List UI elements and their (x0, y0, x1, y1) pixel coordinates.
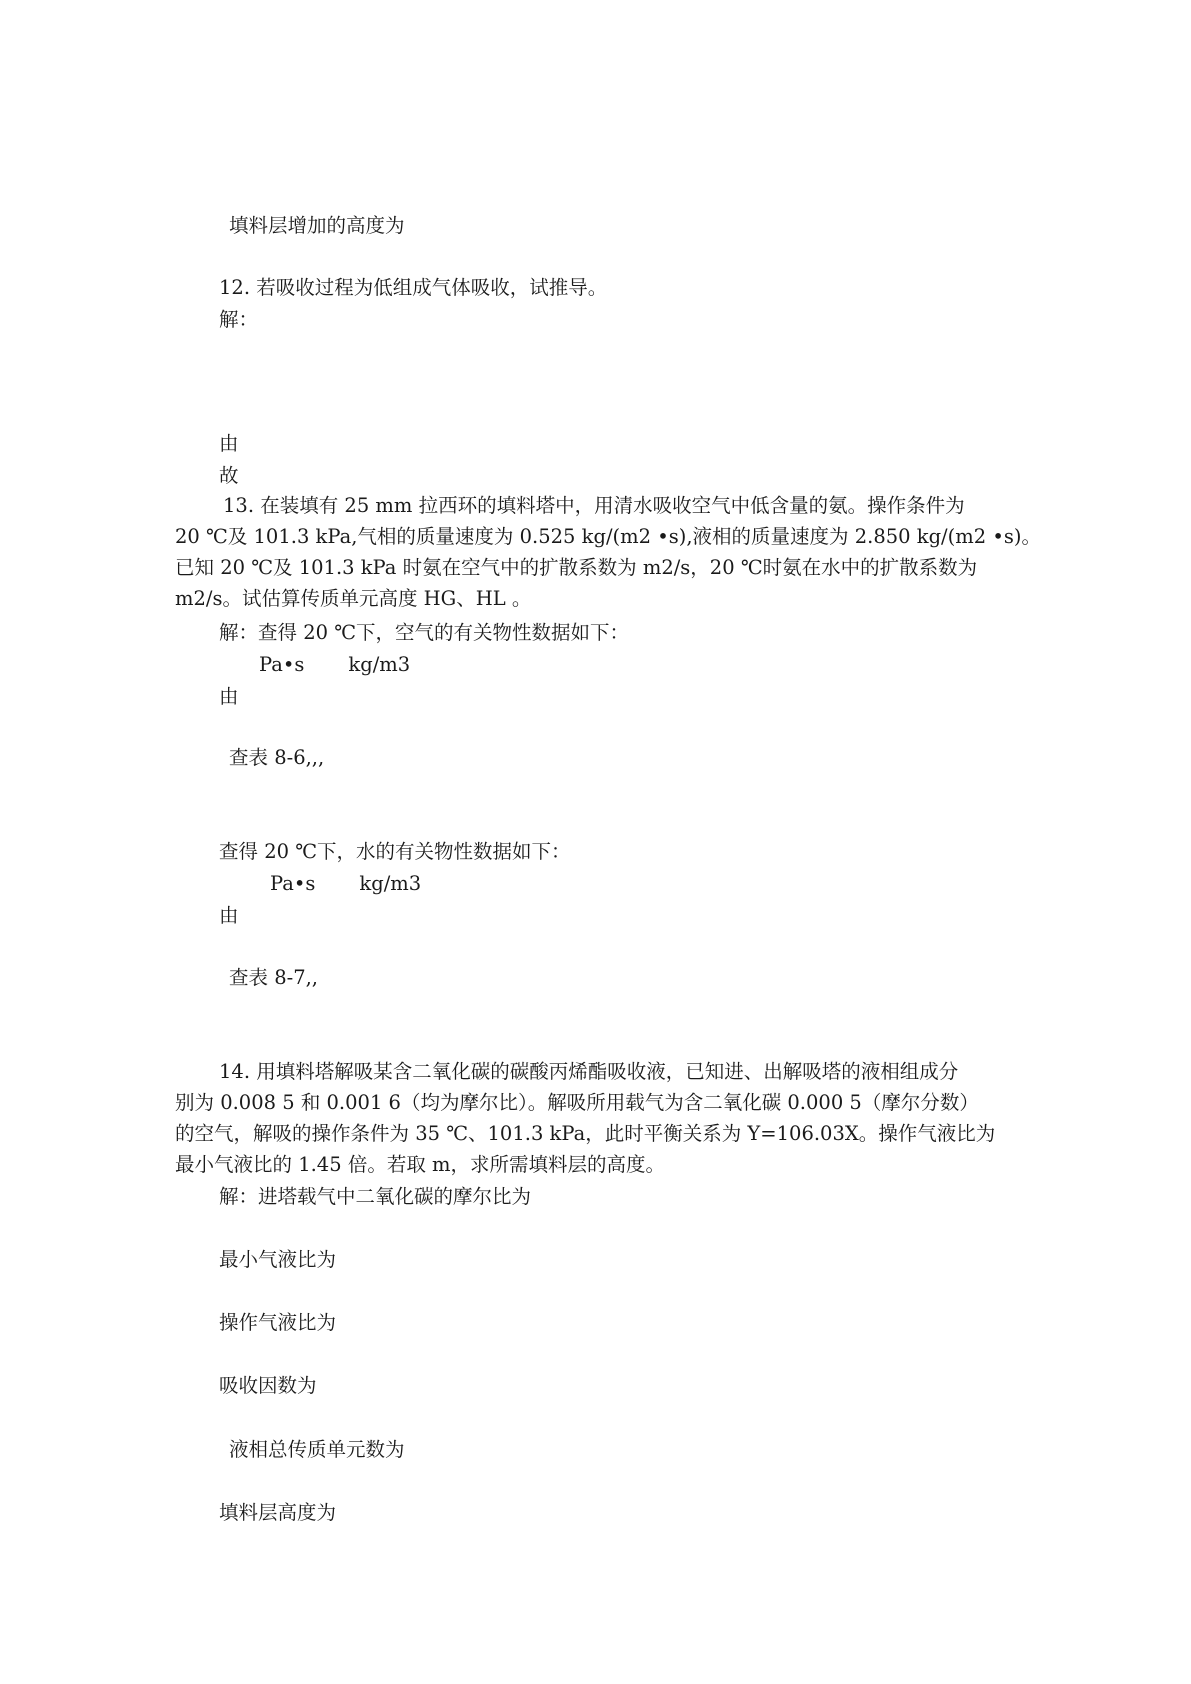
question-13-you-1: 由 (219, 685, 239, 708)
question-13-you-2: 由 (219, 904, 239, 927)
question-13-solution-air: 解：查得 20 ℃下，空气的有关物性数据如下： (219, 621, 630, 644)
question-13-units-water (270, 871, 421, 897)
question-14-min-gas-liquid-ratio: 最小气液比为 (219, 1248, 337, 1271)
question-14-line-4: 最小气液比的 1.45 倍。若取 m，求所需填料层的高度。 (175, 1153, 666, 1176)
question-14-ntu-liquid: 液相总传质单元数为 (229, 1438, 405, 1461)
text-line-packing-height-increase: 填料层增加的高度为 (229, 214, 405, 237)
question-14-packing-height: 填料层高度为 (219, 1501, 337, 1524)
question-13-table-8-6: 查表 8-6,,, (229, 746, 325, 769)
question-12-solution-label: 解： (219, 308, 259, 331)
unit-viscosity: Pa•s (259, 653, 305, 676)
question-14-line-1: 14. 用填料塔解吸某含二氧化碳的碳酸丙烯酯吸收液，已知进、出解吸塔的液相组成分 (219, 1060, 959, 1083)
unit-viscosity: Pa•s (270, 872, 316, 895)
question-13-line-4: m2/s。试估算传质单元高度 HG、HL 。 (175, 587, 532, 610)
question-14-absorption-factor: 吸收因数为 (219, 1374, 317, 1397)
question-14-operating-gas-liquid-ratio: 操作气液比为 (219, 1311, 337, 1334)
question-12-title: 12. 若吸收过程为低组成气体吸收，试推导。 (219, 276, 608, 299)
question-13-solution-water: 查得 20 ℃下，水的有关物性数据如下： (219, 840, 571, 863)
question-12-you: 由 (219, 432, 239, 455)
question-13-table-8-7: 查表 8-7,, (229, 966, 318, 989)
question-13-line-2: 20 ℃及 101.3 kPa,气相的质量速度为 0.525 kg/(m2 •s),液相的质量速度为 2.850 kg/(m2 •s)。 (175, 525, 1041, 548)
question-13-line-3: 已知 20 ℃及 101.3 kPa 时氨在空气中的扩散系数为 m2/s，20 ℃时氨在水中的扩散系数为 (175, 556, 978, 579)
question-14-solution-label: 解：进塔载气中二氧化碳的摩尔比为 (219, 1185, 532, 1208)
question-14-line-2: 别为 0.008 5 和 0.001 6（均为摩尔比）。解吸所用载气为含二氧化碳 0.000 5（摩尔分数） (175, 1091, 979, 1114)
question-13-line-1: 13. 在装填有 25 mm 拉西环的填料塔中，用清水吸收空气中低含量的氨。操作条件为 (223, 494, 965, 517)
question-12-gu: 故 (219, 464, 239, 487)
question-14-line-3: 的空气，解吸的操作条件为 35 ℃、101.3 kPa，此时平衡关系为 Y=106.03X。操作气液比为 (175, 1122, 996, 1145)
unit-density: kg/m3 (359, 872, 422, 895)
unit-density: kg/m3 (348, 653, 411, 676)
question-13-units-air (259, 652, 410, 678)
